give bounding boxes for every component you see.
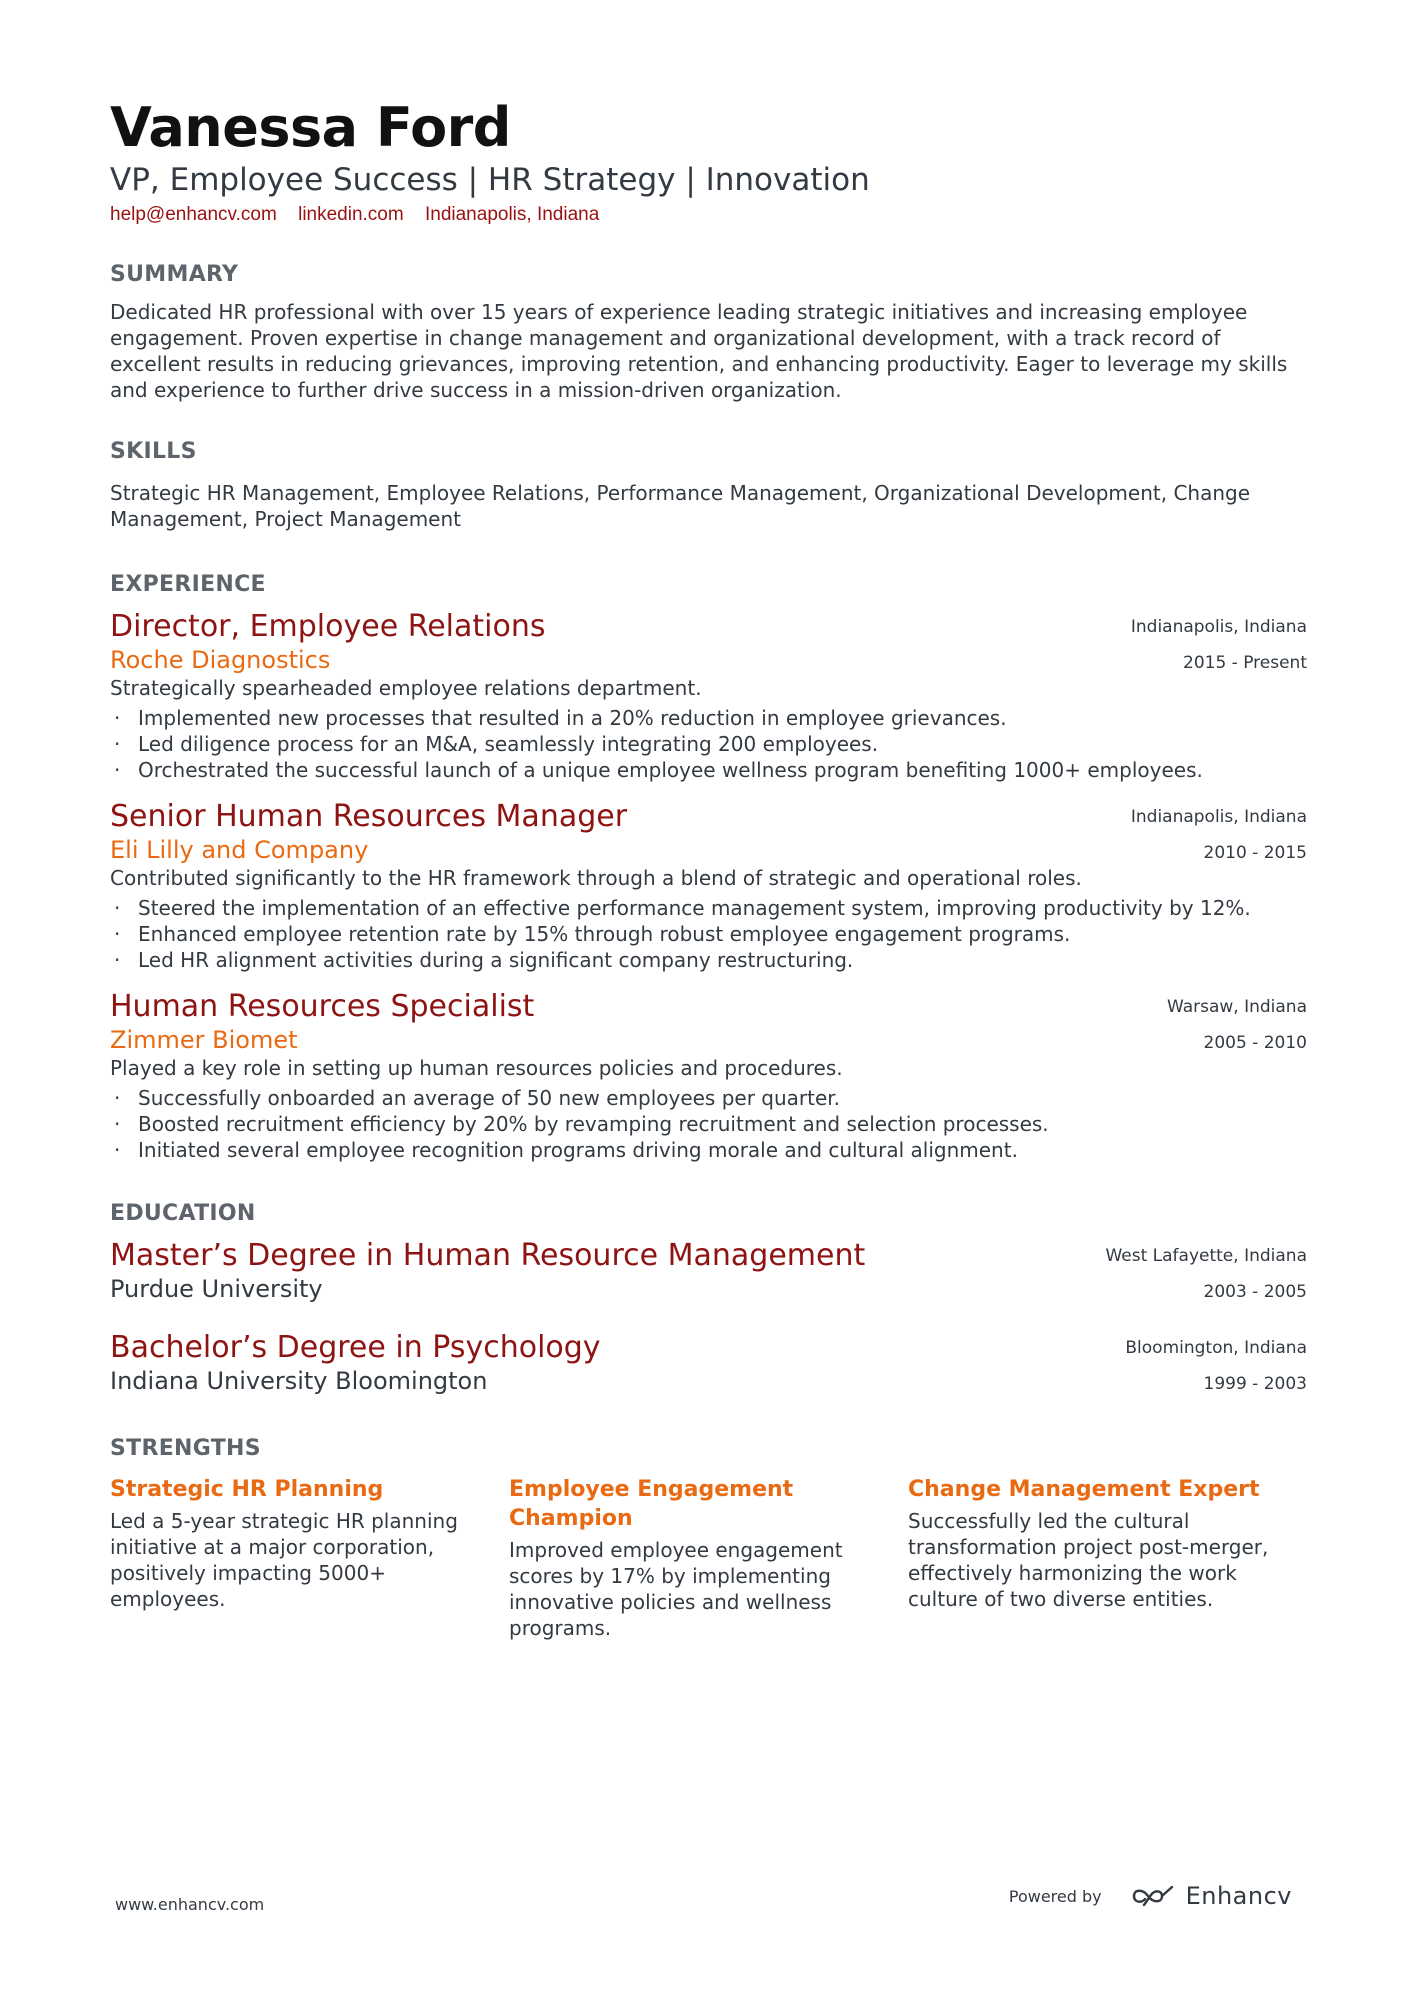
location-text: Indianapolis, Indiana: [424, 204, 600, 225]
job-location: Indianapolis, Indiana: [1130, 807, 1307, 827]
footer-website-link[interactable]: www.enhancv.com: [115, 1895, 265, 1914]
entry-meta: [1131, 609, 1307, 681]
bullet-item: · Enhanced employee retention rate by 15% through robust employee engagement programs.: [110, 921, 1307, 947]
bullet-list: [110, 1085, 1307, 1163]
strength-item: [509, 1475, 876, 1641]
job-location: Indianapolis, Indiana: [1130, 617, 1307, 637]
job-title: Senior Human Resources Manager: [110, 799, 628, 834]
bullet-item: · Boosted recruitment efficiency by 20% by revamping recruitment and selection processes.: [110, 1111, 1307, 1137]
bullet-item: · Led HR alignment activities during a significant company restructuring.: [110, 947, 1307, 973]
strength-title: Change Management Expert: [908, 1477, 1260, 1502]
brand-name: Enhancv: [1185, 1882, 1292, 1910]
school-dates: 2003 - 2005: [1203, 1282, 1307, 1302]
experience-list: [110, 609, 1307, 1163]
experience-section: [110, 572, 1307, 1163]
school-location: Bloomington, Indiana: [1125, 1338, 1307, 1358]
strength-description: Improved employee engagement scores by 17% by implementing innovative policies and wellness programs.: [509, 1538, 843, 1640]
entry-meta: [1167, 989, 1307, 1061]
bullet-item: · Successfully onboarded an average of 50 new employees per quarter.: [110, 1085, 1307, 1111]
summary-text: Dedicated HR professional with over 15 years of experience leading strategic initiatives and increasing employee engagement. Proven expertise in change management and organizational development, with a track record of excellent results in reducing grievances, improving retention, and enhancing productivity. Eager to leverage my skills and experience to further drive success in a mission-driven organization.: [110, 300, 1288, 402]
strength-item: [908, 1475, 1275, 1641]
education-section: [110, 1201, 1307, 1396]
job-dates: 2010 - 2015: [1203, 843, 1307, 863]
experience-entry: [110, 989, 1307, 1163]
enhancv-brand-link[interactable]: [1130, 1882, 1292, 1910]
job-title: Director, Employee Relations: [110, 609, 546, 644]
bullet-list: [110, 705, 1307, 783]
experience-entry: [110, 799, 1307, 973]
bullet-item: · Led diligence process for an M&A, seamlessly integrating 200 employees.: [110, 731, 1307, 757]
entry-meta: [1105, 1238, 1307, 1310]
bullet-item: · Orchestrated the successful launch of a unique employee wellness program benefiting 1000+ employees.: [110, 757, 1307, 783]
education-entry: [110, 1238, 1307, 1304]
degree-title: Bachelor’s Degree in Psychology: [110, 1330, 601, 1365]
strength-item: [110, 1475, 477, 1641]
school-name: Purdue University: [110, 1275, 323, 1303]
section-title: EXPERIENCE: [110, 572, 266, 597]
job-description: Played a key role in setting up human resources policies and procedures.: [110, 1056, 843, 1080]
entry-meta: [1125, 1330, 1307, 1402]
school-name: Indiana University Bloomington: [110, 1367, 488, 1395]
education-list: [110, 1238, 1307, 1396]
company-name: Roche Diagnostics: [110, 646, 331, 674]
strength-description: Successfully led the cultural transformation project post-merger, effectively harmonizing the work culture of two diverse entities.: [908, 1509, 1269, 1611]
job-title: Human Resources Specialist: [110, 989, 535, 1024]
summary-section: [110, 262, 1307, 403]
strength-title: Employee Engagement Champion: [509, 1477, 794, 1531]
header: [110, 96, 1307, 228]
experience-entry: [110, 609, 1307, 783]
footer-branding: [1009, 1882, 1292, 1910]
section-title: STRENGTHS: [110, 1436, 261, 1461]
company-name: Zimmer Biomet: [110, 1026, 298, 1054]
job-description: Strategically spearheaded employee relations department.: [110, 676, 702, 700]
job-dates: 2005 - 2010: [1203, 1033, 1307, 1053]
company-name: Eli Lilly and Company: [110, 836, 369, 864]
powered-by-label: Powered by: [1008, 1886, 1102, 1906]
school-location: West Lafayette, Indiana: [1105, 1246, 1307, 1266]
headline: VP, Employee Success | HR Strategy | Innovation: [110, 162, 870, 198]
resume-content: [110, 96, 1307, 1641]
strengths-section: [110, 1436, 1307, 1641]
education-entry: [110, 1330, 1307, 1396]
bullet-item: · Steered the implementation of an effective performance management system, improving productivity by 12%.: [110, 895, 1307, 921]
email-link[interactable]: help@enhancv.com: [110, 204, 277, 225]
job-dates: 2015 - Present: [1183, 653, 1307, 673]
bullet-list: [110, 895, 1307, 973]
linkedin-link[interactable]: linkedin.com: [298, 204, 404, 225]
skills-section: [110, 439, 1307, 532]
job-description: Contributed significantly to the HR framework through a blend of strategic and operational roles.: [110, 866, 1082, 890]
bullet-item: · Implemented new processes that resulted in a 20% reduction in employee grievances.: [110, 705, 1307, 731]
school-dates: 1999 - 2003: [1203, 1374, 1307, 1394]
section-title: EDUCATION: [110, 1201, 256, 1226]
section-title: SKILLS: [110, 439, 197, 464]
strength-title: Strategic HR Planning: [110, 1477, 384, 1502]
entry-meta: [1131, 799, 1307, 871]
strengths-grid: [110, 1475, 1307, 1641]
section-title: SUMMARY: [110, 262, 239, 287]
strength-description: Led a 5-year strategic HR planning initiative at a major corporation, positively impacting 5000+ employees.: [110, 1509, 458, 1611]
enhancv-logo-icon: [1130, 1883, 1176, 1909]
contact-row: [110, 202, 1307, 228]
bullet-item: · Initiated several employee recognition programs driving morale and cultural alignment.: [110, 1137, 1307, 1163]
job-location: Warsaw, Indiana: [1166, 997, 1307, 1017]
degree-title: Master’s Degree in Human Resource Management: [110, 1238, 866, 1273]
skills-text: Strategic HR Management, Employee Relations, Performance Management, Organizational Development, Change Management, Project Management: [110, 481, 1251, 531]
candidate-name: Vanessa Ford: [110, 96, 511, 159]
